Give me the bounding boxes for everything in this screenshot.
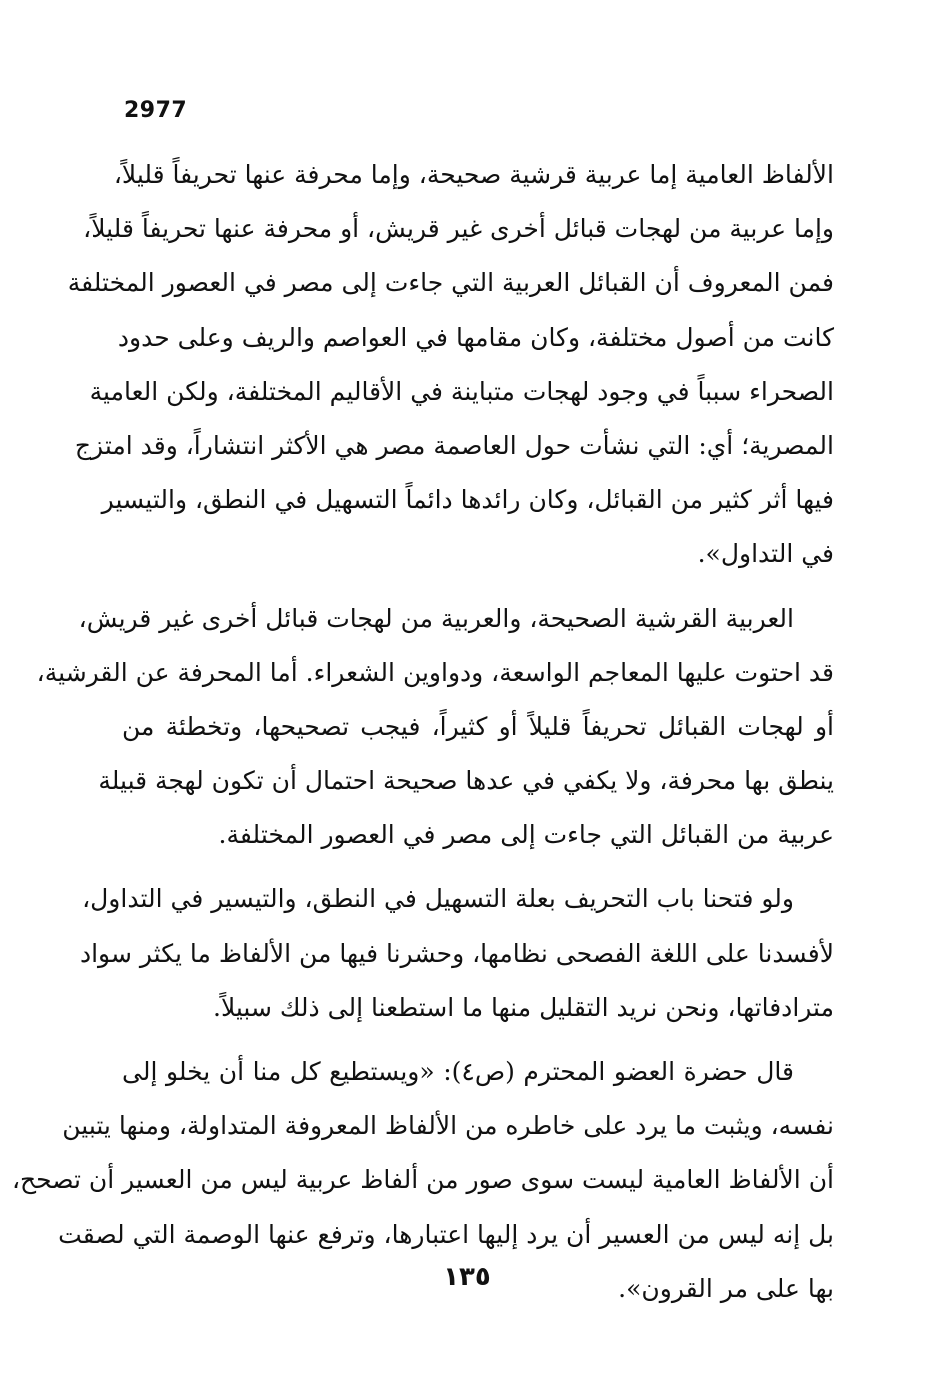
paragraph-1 <box>67 148 834 582</box>
page-number-top: 2977 <box>124 98 188 123</box>
text-line: بل إنه ليس من العسير أن يرد إليها اعتبارها، وترفع عنها الوصمة التي لصقت <box>58 1219 834 1249</box>
text-line: لأفسدنا على اللغة الفصحى نظامها، وحشرنا فيها من الألفاظ ما يكثر سواد <box>79 938 834 968</box>
text-line: فمن المعروف أن القبائل العربية التي جاءت إلى مصر في العصور المختلفة <box>67 268 834 298</box>
text-line: قد احتوت عليها المعاجم الواسعة، ودواوين الشعراء. أما المحرفة عن القرشية، <box>36 657 834 687</box>
text-line: قال حضرة العضو المحترم (ص٤): «ويستطيع كل منا أن يخلو إلى <box>122 1057 794 1086</box>
text-line: بها على مر القرون». <box>618 1273 834 1303</box>
text-line: ينطق بها محرفة، ولا يكفي في عدها صحيحة احتمال أن تكون لهجة قبيلة <box>98 766 834 796</box>
text-line: الصحراء سبباً في وجود لهجات متباينة في الأقاليم المختلفة، ولكن العامية <box>89 376 834 406</box>
text-line: مترادفاتها، ونحن نريد التقليل منها ما استطعنا إلى ذلك سبيلاً. <box>213 992 834 1022</box>
text-line: نفسه، ويثبت ما يرد على خاطره من الألفاظ المعروفة المتداولة، ومنها يتبين <box>62 1111 834 1141</box>
page-number-bottom: ١٣٥ <box>443 1262 491 1292</box>
text-line: المصرية؛ أي: التي نشأت حول العاصمة مصر هي الأكثر انتشاراً، وقد امتزج <box>74 430 834 460</box>
paragraph-2 <box>36 592 835 863</box>
text-line: العربية القرشية الصحيحة، والعربية من لهجات قبائل أخرى غير قريش، <box>78 603 794 633</box>
text-line: ولو فتحنا باب التحريف بعلة التسهيل في النطق، والتيسير في التداول، <box>82 884 794 914</box>
page-body <box>11 148 835 1316</box>
text-line: كانت من أصول مختلفة، وكان مقامها في العواصم والريف وعلى حدود <box>117 322 834 352</box>
text-line: وإما عربية من لهجات قبائل أخرى غير قريش، أو محرفة عنها تحريفاً قليلاً، <box>83 214 834 244</box>
text-line: عربية من القبائل التي جاءت إلى مصر في العصور المختلفة. <box>218 820 834 850</box>
text-line: في التداول». <box>697 539 834 569</box>
text-line: أن الألفاظ العامية ليست سوى صور من ألفاظ عربية ليس من العسير أن تصحح، <box>11 1165 834 1195</box>
text-line: أو لهجات القبائل تحريفاً قليلاً أو كثيراً، فيجب تصحيحها، وتخطئة من <box>122 711 835 741</box>
paragraph-3 <box>79 872 834 1035</box>
text-line: فيها أثر كثير من القبائل، وكان رائدها دائماً التسهيل في النطق، والتيسير <box>101 485 834 515</box>
text-line: الألفاظ العامية إما عربية قرشية صحيحة، وإما محرفة عنها تحريفاً قليلاً، <box>113 160 834 189</box>
